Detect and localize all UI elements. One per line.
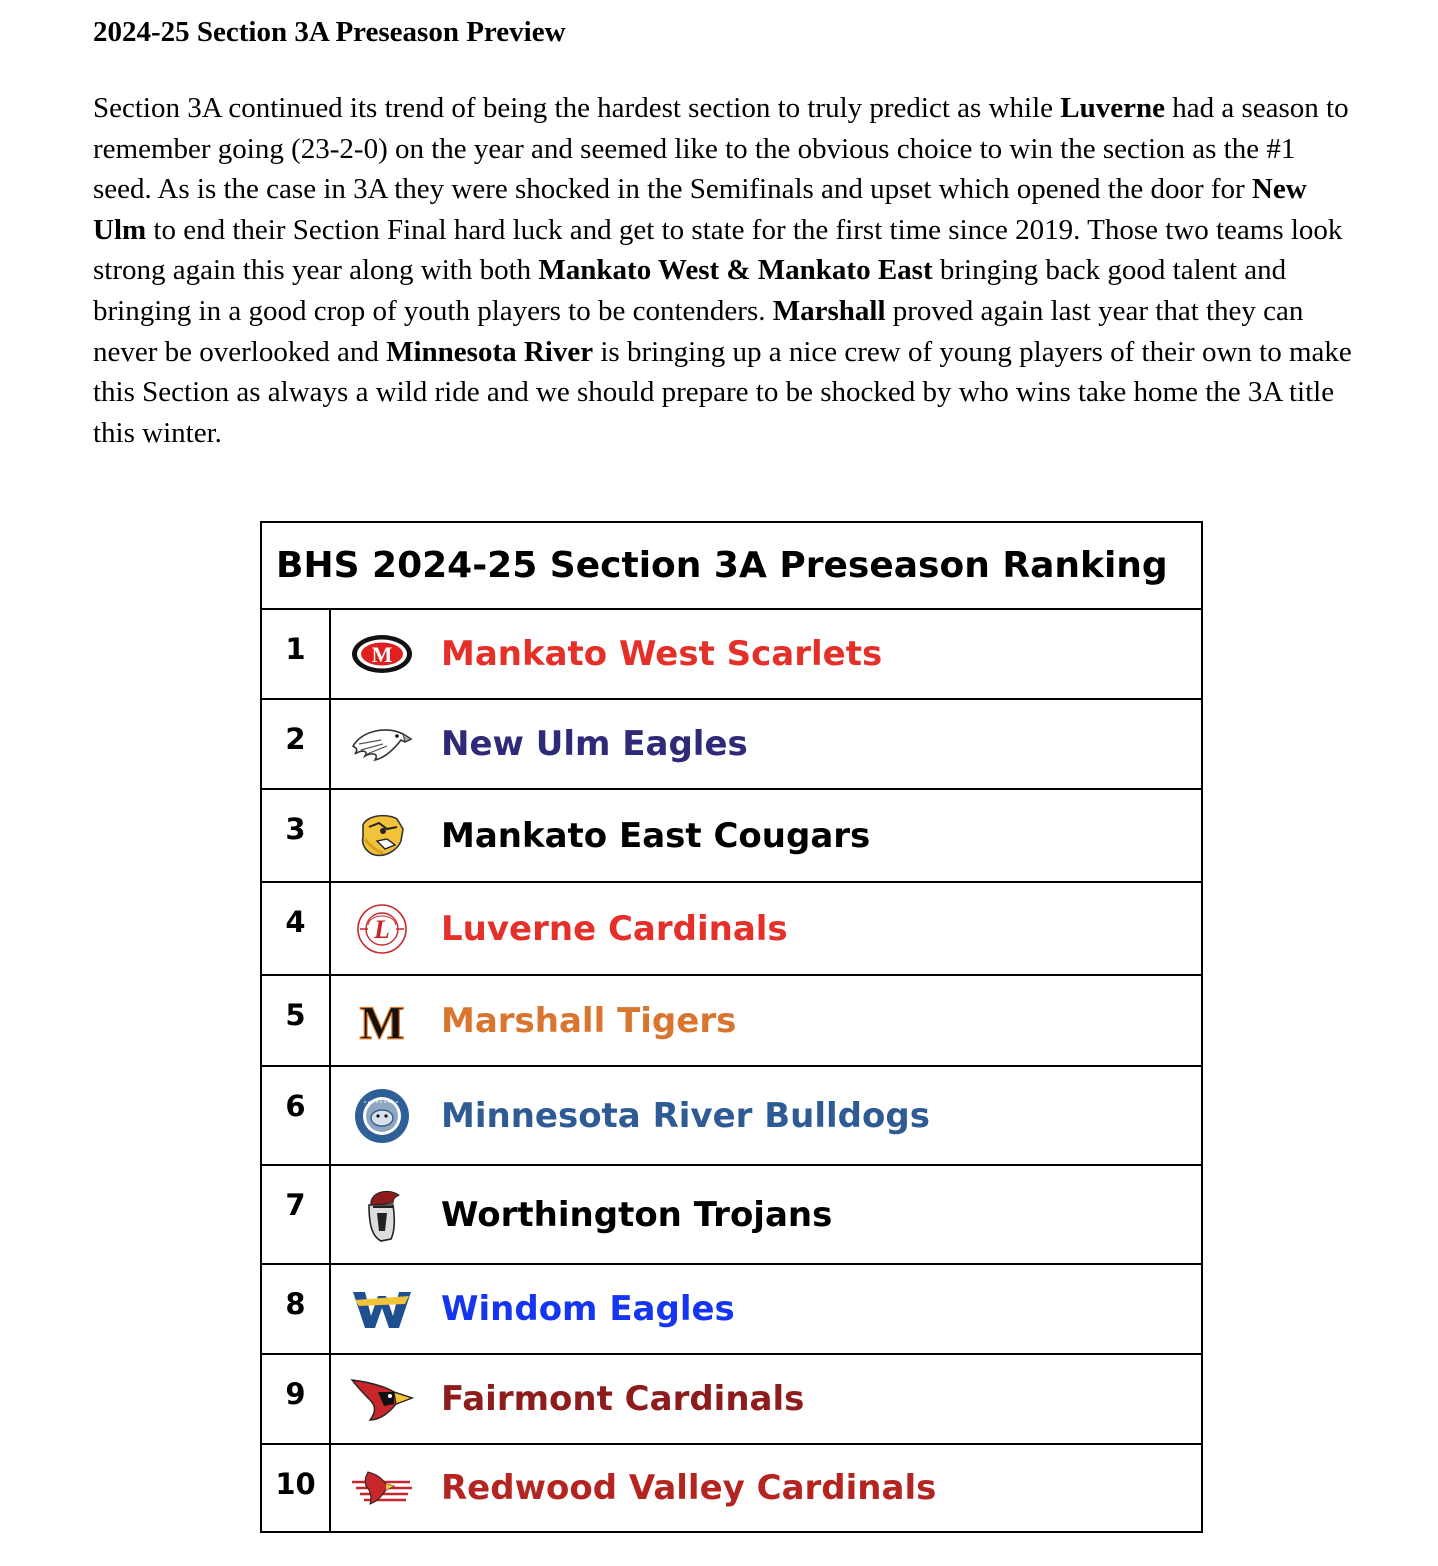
team-cell: [330, 1264, 1202, 1354]
luverne-hockey-logo-icon: [349, 901, 415, 957]
team-mention: New Ulm: [93, 173, 1307, 246]
team-cell: [330, 1444, 1202, 1532]
team-name: Minnesota River Bulldogs: [441, 1095, 930, 1136]
marshall-m-logo-icon: [349, 993, 415, 1049]
ranking-row: [261, 975, 1202, 1066]
cougar-head-logo-icon: [349, 808, 415, 864]
cardinal-head-logo-icon: [349, 1371, 415, 1427]
svg-text:M: M: [359, 996, 405, 1046]
team-cell: [330, 789, 1202, 882]
ranking-header-row: [261, 522, 1202, 609]
team-name: New Ulm Eagles: [441, 724, 748, 764]
team-name: Luverne Cardinals: [441, 908, 788, 949]
windom-w-logo-icon: [349, 1281, 415, 1337]
rank-number: 6: [261, 1066, 330, 1165]
team-name: Redwood Valley Cardinals: [441, 1468, 937, 1508]
team-name: Windom Eagles: [441, 1289, 735, 1329]
rank-number: 2: [261, 699, 330, 789]
ranking-row: [261, 609, 1202, 699]
ranking-row: [261, 1066, 1202, 1165]
ranking-row: [261, 699, 1202, 789]
team-cell: [330, 699, 1202, 789]
team-mention: Marshall: [772, 294, 886, 327]
rank-number: 3: [261, 789, 330, 882]
ranking-row: [261, 1165, 1202, 1264]
svg-text:L: L: [374, 914, 390, 944]
team-cell: [330, 1165, 1202, 1264]
team-name: Mankato West Scarlets: [441, 634, 883, 674]
ranking-row: [261, 1444, 1202, 1532]
eagle-head-logo-icon: [349, 716, 415, 772]
mankato-west-m-logo-icon: [349, 626, 415, 682]
rank-number: 1: [261, 609, 330, 699]
team-name: Mankato East Cougars: [441, 815, 871, 856]
svg-text:M: M: [371, 642, 393, 667]
minnesota-river-logo-icon: [349, 1088, 415, 1144]
team-mention: Luverne: [1060, 92, 1165, 124]
rank-number: 9: [261, 1354, 330, 1444]
article-paragraph: Section 3A continued its trend of being the hardest section to truly predict as while Luverne had a season to remember going (23-2-0) on the year and seemed like to the obvious choice to win the section as the #1 seed. As is the case in 3A they were shocked in the Semifinals and upset which opened the door for New Ulm to end their Section Final hard luck and get to state for the first time since 2019. Those two teams look strong again this year along with both Mankato West & Mankato East bringing back good talent and bringing in a good crop of youth players to be contenders. Marshall proved again last year that they can never be overlooked and Minnesota River is bringing up a nice crew of young players of their own to make this Section as always a wild ride and we should prepare to be shocked by who wins take home the 3A title this winter.: [93, 92, 1352, 449]
rank-number: 10: [261, 1444, 330, 1532]
team-name: Marshall Tigers: [441, 1000, 737, 1041]
rank-number: 7: [261, 1165, 330, 1264]
ranking-row: [261, 1264, 1202, 1354]
article-title: 2024-25 Section 3A Preseason Preview: [93, 16, 566, 48]
rank-number: 4: [261, 882, 330, 975]
team-mention: Mankato West & Mankato East: [538, 254, 933, 287]
ranking-table: [260, 521, 1203, 1533]
trojan-helmet-logo-icon: [349, 1187, 415, 1243]
ranking-row: [261, 789, 1202, 882]
team-cell: [330, 1066, 1202, 1165]
team-mention: Minnesota River: [386, 335, 594, 368]
rank-number: 8: [261, 1264, 330, 1354]
redwood-valley-cardinal-logo-icon: [349, 1460, 415, 1516]
ranking-row: [261, 882, 1202, 975]
team-cell: [330, 609, 1202, 699]
team-cell: [330, 975, 1202, 1066]
team-cell: [330, 1354, 1202, 1444]
ranking-title: BHS 2024-25 Section 3A Preseason Ranking: [261, 522, 1202, 609]
rank-number: 5: [261, 975, 330, 1066]
team-name: Fairmont Cardinals: [441, 1379, 805, 1419]
team-cell: [330, 882, 1202, 975]
ranking-row: [261, 1354, 1202, 1444]
team-name: Worthington Trojans: [441, 1194, 833, 1235]
